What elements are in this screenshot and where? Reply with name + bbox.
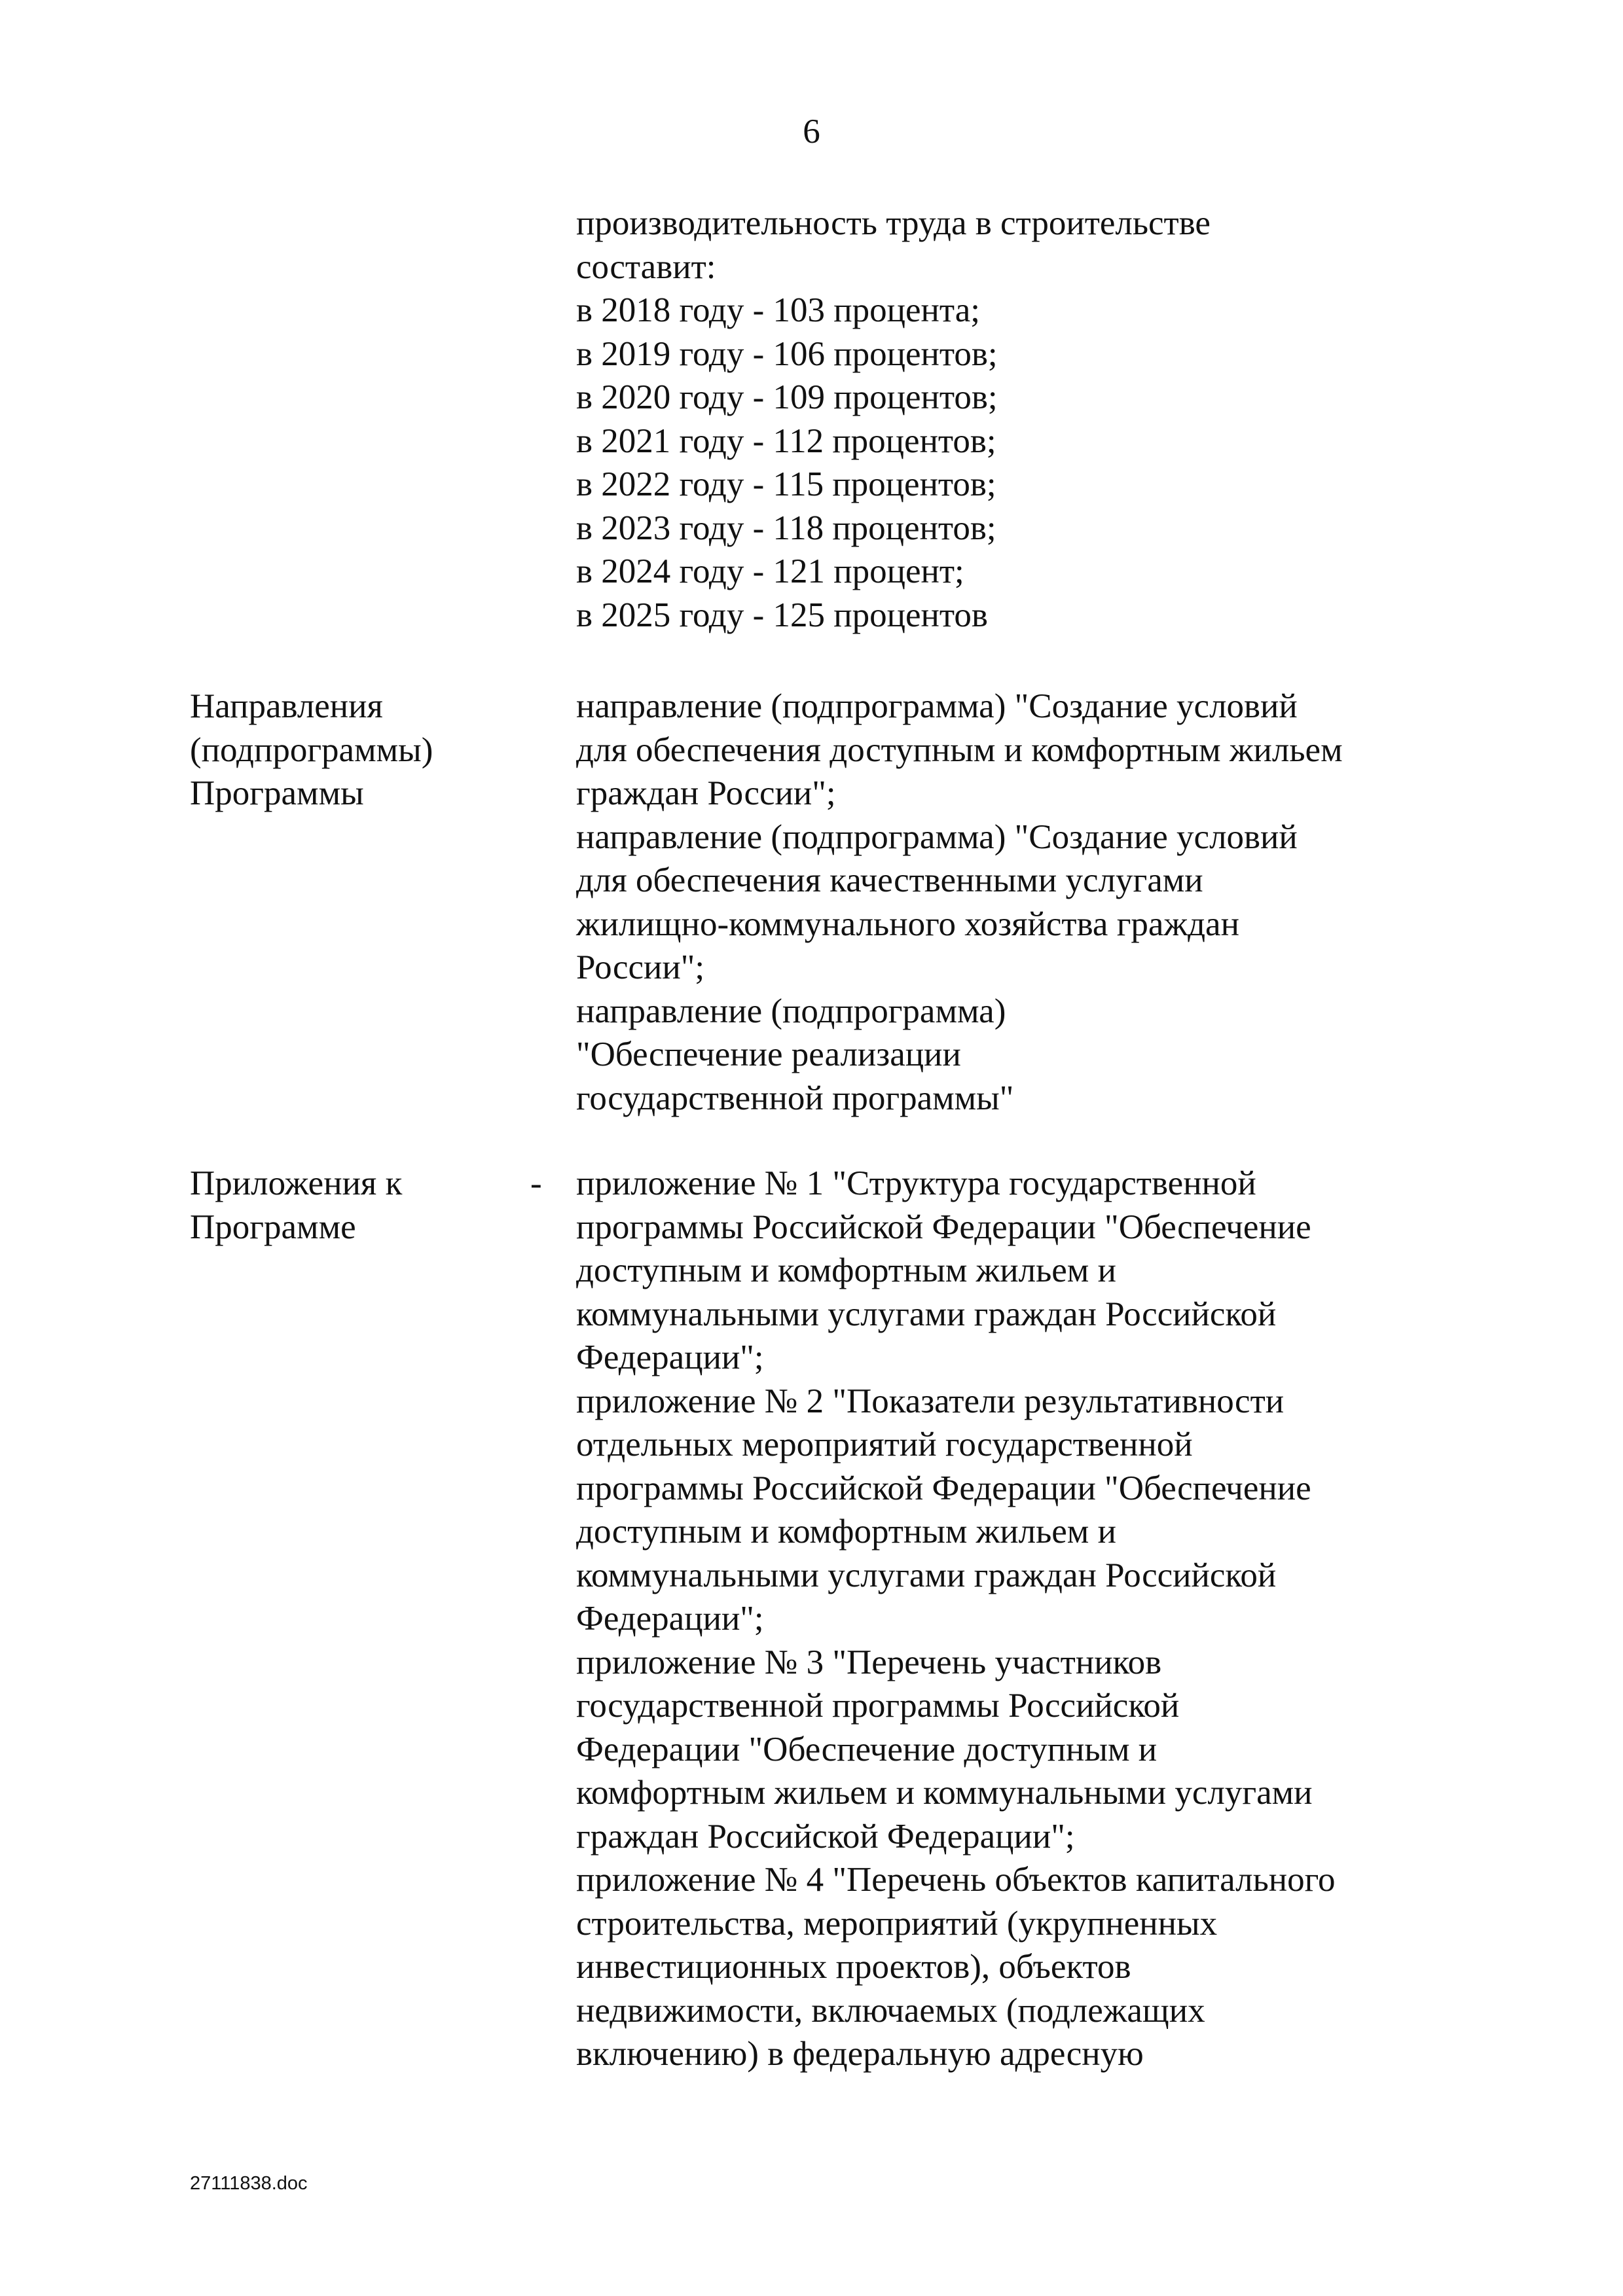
text-line: приложение № 3 "Перечень участников — [576, 1643, 1162, 1681]
text-line: России"; — [576, 948, 705, 986]
text-line: государственной программы Российской — [576, 1687, 1180, 1725]
text-line: коммунальными услугами граждан Российской — [576, 1556, 1277, 1594]
label-line: Направления — [190, 687, 383, 725]
text-line: составит: — [576, 247, 716, 286]
label-line: Программы — [190, 774, 364, 812]
text-line: доступным и комфортным жильем и — [576, 1513, 1116, 1551]
text-line: направление (подпрограмма) "Создание условий — [576, 687, 1298, 725]
text-line: Федерации"; — [576, 1600, 764, 1638]
text-line: приложение № 4 "Перечень объектов капитального — [576, 1861, 1336, 1899]
appendices-content — [576, 1162, 1336, 2076]
document-code: 27111838.doc — [190, 2173, 308, 2194]
text-line: в 2019 году - 106 процентов; — [576, 334, 998, 373]
text-line: в 2024 году - 121 процент; — [576, 552, 964, 590]
text-line: в 2023 году - 118 процентов; — [576, 509, 996, 547]
appendices-dash: - — [530, 1164, 542, 1202]
directions-content — [576, 685, 1343, 1120]
directions-label — [190, 685, 433, 816]
text-line: недвижимости, включаемых (подлежащих — [576, 1991, 1205, 2030]
label-line: Приложения к — [190, 1164, 403, 1202]
text-line: инвестиционных проектов), объектов — [576, 1948, 1131, 1986]
text-line: доступным и комфортным жильем и — [576, 1251, 1116, 1289]
text-line: строительства, мероприятий (укрупненных — [576, 1904, 1218, 1943]
text-line: государственной программы" — [576, 1079, 1014, 1117]
text-line: в 2018 году - 103 процента; — [576, 291, 980, 329]
text-line: жилищно-коммунального хозяйства граждан — [576, 905, 1239, 943]
text-line: комфортным жильем и коммунальными услугами — [576, 1774, 1313, 1812]
text-line: граждан России"; — [576, 774, 836, 812]
text-line: отдельных мероприятий государственной — [576, 1426, 1193, 1463]
text-line: для обеспечения доступным и комфортным жильем — [576, 730, 1343, 769]
text-line: коммунальными услугами граждан Российской — [576, 1295, 1277, 1333]
productivity-block — [576, 202, 1211, 637]
text-line: "Обеспечение реализации — [576, 1035, 961, 1073]
text-line: Федерации "Обеспечение доступным и — [576, 1730, 1158, 1768]
text-line: граждан Российской Федерации"; — [576, 1817, 1075, 1856]
text-line: приложение № 1 "Структура государственной — [576, 1164, 1256, 1202]
text-line: направление (подпрограмма) — [576, 992, 1006, 1030]
text-line: программы Российской Федерации "Обеспечение — [576, 1208, 1311, 1246]
text-line: направление (подпрограмма) "Создание условий — [576, 817, 1298, 856]
page-number: 6 — [803, 113, 820, 151]
text-line: включению) в федеральную адресную — [576, 2035, 1144, 2073]
text-line: в 2025 году - 125 процентов — [576, 596, 988, 634]
text-line: в 2021 году - 112 процентов; — [576, 422, 996, 460]
text-line: программы Российской Федерации "Обеспечение — [576, 1469, 1311, 1507]
label-line: Программе — [190, 1208, 356, 1246]
text-line: в 2020 году - 109 процентов; — [576, 378, 998, 416]
text-line: производительность труда в строительстве — [576, 204, 1211, 242]
text-line: приложение № 2 "Показатели результативности — [576, 1382, 1285, 1420]
appendices-label — [190, 1162, 402, 1249]
text-line: Федерации"; — [576, 1338, 764, 1376]
text-line: для обеспечения качественными услугами — [576, 861, 1203, 899]
label-line: (подпрограммы) — [190, 730, 433, 769]
text-line: в 2022 году - 115 процентов; — [576, 465, 996, 503]
